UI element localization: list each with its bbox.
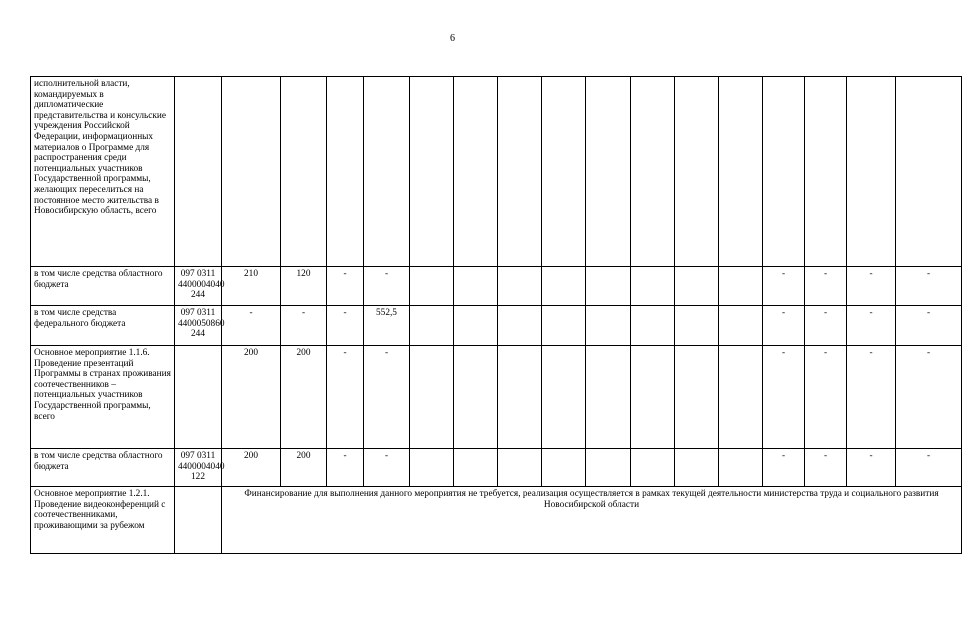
value-cell: - xyxy=(327,306,364,346)
table-row xyxy=(31,306,962,346)
table-body xyxy=(31,77,962,554)
value-cell: - xyxy=(763,306,805,346)
value-cell xyxy=(454,267,498,306)
table-row xyxy=(31,267,962,306)
value-cell: 200 xyxy=(222,449,281,487)
value-cell xyxy=(586,449,631,487)
row-code: 097 0311 4400050860 244 xyxy=(175,306,222,346)
value-cell xyxy=(498,267,542,306)
value-cell xyxy=(631,346,675,449)
value-cell xyxy=(454,346,498,449)
budget-table xyxy=(30,76,962,554)
value-cell xyxy=(542,306,586,346)
value-cell: 200 xyxy=(222,346,281,449)
value-cell xyxy=(586,346,631,449)
value-cell: - xyxy=(805,449,847,487)
value-cell xyxy=(410,77,454,267)
value-cell xyxy=(364,77,410,267)
value-cell xyxy=(327,77,364,267)
value-cell xyxy=(586,306,631,346)
value-cell xyxy=(542,449,586,487)
value-cell: - xyxy=(847,449,896,487)
row-name: в том числе средства областного бюджета xyxy=(31,449,175,487)
value-cell: - xyxy=(327,449,364,487)
value-cell xyxy=(675,77,719,267)
value-cell xyxy=(542,77,586,267)
row-code xyxy=(175,77,222,267)
value-cell: - xyxy=(281,306,327,346)
value-cell: 200 xyxy=(281,449,327,487)
value-cell xyxy=(586,77,631,267)
value-cell: - xyxy=(327,267,364,306)
value-cell xyxy=(675,267,719,306)
value-cell xyxy=(719,306,763,346)
value-cell: - xyxy=(805,306,847,346)
value-cell: - xyxy=(364,267,410,306)
value-cell: - xyxy=(222,306,281,346)
value-cell: 200 xyxy=(281,346,327,449)
funding-note: Финансирование для выполнения данного мероприятия не требуется, реализация осуществляется в рамках текущей деятельности министерства труда и социального развития Новосибирской области xyxy=(222,487,962,554)
value-cell: - xyxy=(847,346,896,449)
value-cell xyxy=(675,306,719,346)
value-cell: - xyxy=(847,267,896,306)
value-cell xyxy=(410,346,454,449)
value-cell: - xyxy=(896,267,962,306)
value-cell: - xyxy=(364,346,410,449)
value-cell xyxy=(498,346,542,449)
value-cell: - xyxy=(896,346,962,449)
value-cell xyxy=(498,306,542,346)
row-name: в том числе средства областного бюджета xyxy=(31,267,175,306)
value-cell xyxy=(719,267,763,306)
value-cell xyxy=(454,449,498,487)
value-cell xyxy=(222,77,281,267)
value-cell: - xyxy=(805,346,847,449)
value-cell: - xyxy=(896,449,962,487)
table-row xyxy=(31,77,962,267)
value-cell xyxy=(805,77,847,267)
value-cell: 210 xyxy=(222,267,281,306)
value-cell xyxy=(542,267,586,306)
table-row xyxy=(31,449,962,487)
value-cell xyxy=(631,267,675,306)
value-cell xyxy=(631,449,675,487)
value-cell xyxy=(719,449,763,487)
value-cell xyxy=(675,346,719,449)
value-cell xyxy=(498,77,542,267)
value-cell xyxy=(631,77,675,267)
value-cell xyxy=(410,267,454,306)
value-cell xyxy=(847,77,896,267)
value-cell xyxy=(896,77,962,267)
value-cell xyxy=(498,449,542,487)
value-cell xyxy=(454,306,498,346)
value-cell xyxy=(542,346,586,449)
table-row-last xyxy=(31,487,962,554)
row-code: 097 0311 4400004040 244 xyxy=(175,267,222,306)
value-cell: - xyxy=(364,449,410,487)
row-name: в том числе средства федерального бюджета xyxy=(31,306,175,346)
value-cell: - xyxy=(847,306,896,346)
value-cell: 552,5 xyxy=(364,306,410,346)
value-cell: 120 xyxy=(281,267,327,306)
value-cell: - xyxy=(763,267,805,306)
row-name: Основное мероприятие 1.2.1. Проведение видеоконференций с соотечественниками, проживающими за рубежом xyxy=(31,487,175,554)
value-cell xyxy=(719,346,763,449)
row-code: 097 0311 4400004040 122 xyxy=(175,449,222,487)
value-cell: - xyxy=(763,346,805,449)
page-number: 6 xyxy=(450,33,455,44)
value-cell: - xyxy=(763,449,805,487)
value-cell xyxy=(410,306,454,346)
row-name: Основное мероприятие 1.1.6. Проведение презентаций Программы в странах проживания соотечественников – потенциальных участников Государственной программы, всего xyxy=(31,346,175,449)
row-code xyxy=(175,487,222,554)
value-cell xyxy=(454,77,498,267)
value-cell xyxy=(675,449,719,487)
table-row xyxy=(31,346,962,449)
value-cell: - xyxy=(896,306,962,346)
row-code xyxy=(175,346,222,449)
row-name: исполнительной власти, командируемых в дипломатические представительства и консульские учреждения Российской Федерации, информационных материалов о Программе для распространения среди потенциальных участников Государственной программы, желающих переселиться на постоянное место жительства в Новосибирскую область, всего xyxy=(31,77,175,267)
value-cell xyxy=(631,306,675,346)
value-cell xyxy=(410,449,454,487)
value-cell xyxy=(719,77,763,267)
value-cell xyxy=(586,267,631,306)
value-cell xyxy=(763,77,805,267)
value-cell xyxy=(281,77,327,267)
value-cell: - xyxy=(327,346,364,449)
value-cell: - xyxy=(805,267,847,306)
